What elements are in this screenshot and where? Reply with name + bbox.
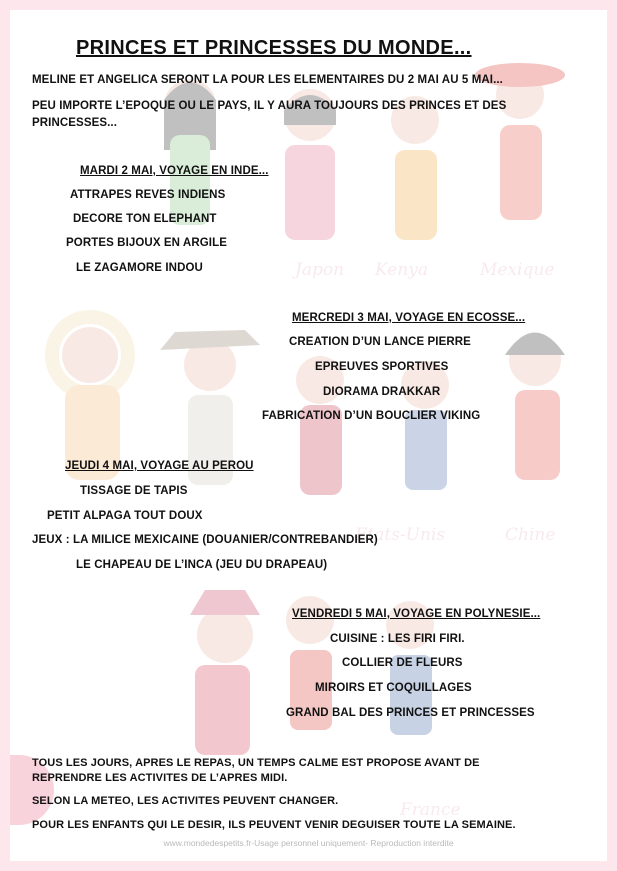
activity-item: GRAND BAL DES PRINCES ET PRINCESSES xyxy=(286,707,535,719)
caption-chine: Chine xyxy=(505,525,556,545)
background-illustration xyxy=(10,10,607,861)
caption-japon: Japon xyxy=(295,260,345,280)
activity-item: TISSAGE DE TAPIS xyxy=(80,485,188,497)
note-weather: SELON LA METEO, LES ACTIVITES PEUVENT CHANGER. xyxy=(32,795,339,807)
note-quiet-time: TOUS LES JOURS, APRES LE REPAS, UN TEMPS CALME EST PROPOSE AVANT DE REPRENDRE LES ACTIVITES DE L’APRES MIDI. xyxy=(32,757,480,784)
activity-item: JEUX : LA MILICE MEXICAINE (DOUANIER/CONTREBANDIER) xyxy=(32,534,378,546)
activity-item: LE ZAGAMORE INDOU xyxy=(76,262,203,274)
poster xyxy=(10,10,607,861)
day-heading-thursday: JEUDI 4 MAI, VOYAGE AU PEROU xyxy=(65,460,254,472)
day-heading-wednesday: MERCREDI 3 MAI, VOYAGE EN ECOSSE... xyxy=(292,312,526,324)
activity-item: PETIT ALPAGA TOUT DOUX xyxy=(47,510,203,522)
figure-body xyxy=(170,135,210,225)
intro-line: PEU IMPORTE L’EPOQUE OU LE PAYS, IL Y AURA TOUJOURS DES PRINCES ET DES PRINCESSES... xyxy=(32,100,507,129)
figure-body xyxy=(500,125,542,220)
figure-head xyxy=(62,327,118,383)
activity-item: ATTRAPES REVES INDIENS xyxy=(70,189,226,201)
caption-mexique: Mexique xyxy=(480,260,555,280)
figure-body xyxy=(405,410,447,490)
activity-item: CUISINE : LES FIRI FIRI. xyxy=(330,633,465,645)
caption-france: France xyxy=(400,800,461,820)
figure-head xyxy=(197,607,253,663)
note-costume: POUR LES ENFANTS QUI LE DESIR, ILS PEUVENT VENIR DEGUISER TOUTE LA SEMAINE. xyxy=(32,819,516,831)
inca-hat xyxy=(190,590,260,615)
intro-line: MELINE ET ANGELICA SERONT LA POUR LES ELEMENTAIRES DU 2 MAI AU 5 MAI... xyxy=(32,74,503,86)
page-title: PRINCES ET PRINCESSES DU MONDE... xyxy=(76,37,472,59)
day-heading-tuesday: MARDI 2 MAI, VOYAGE EN INDE... xyxy=(80,165,269,177)
activity-item: PORTES BIJOUX EN ARGILE xyxy=(66,237,227,249)
footer-copyright: www.mondedespetits.fr-Usage personnel uniquement- Reproduction interdite xyxy=(163,838,454,848)
caption-kenya: Kenya xyxy=(375,260,428,280)
activity-item: DECORE TON ELEPHANT xyxy=(73,213,217,225)
activity-item: CREATION D’UN LANCE PIERRE xyxy=(289,336,471,348)
figure-body xyxy=(395,150,437,240)
figure-body xyxy=(515,390,560,480)
activity-item: COLLIER DE FLEURS xyxy=(342,657,463,669)
activity-item: DIORAMA DRAKKAR xyxy=(323,386,441,398)
cowboy-hat xyxy=(160,330,260,350)
activity-item: LE CHAPEAU DE L’INCA (JEU DU DRAPEAU) xyxy=(76,559,328,571)
figure-head xyxy=(286,596,334,644)
figure-body xyxy=(285,145,335,240)
activity-item: EPREUVES SPORTIVES xyxy=(315,361,449,373)
figure-hair xyxy=(505,333,565,356)
activity-item: FABRICATION D’UN BOUCLIER VIKING xyxy=(262,410,481,422)
activity-item: MIROIRS ET COQUILLAGES xyxy=(315,682,472,694)
caption-etats-unis: Etats-Unis xyxy=(355,525,446,545)
figure-body xyxy=(195,665,250,755)
day-heading-friday: VENDREDI 5 MAI, VOYAGE EN POLYNESIE... xyxy=(292,608,541,620)
